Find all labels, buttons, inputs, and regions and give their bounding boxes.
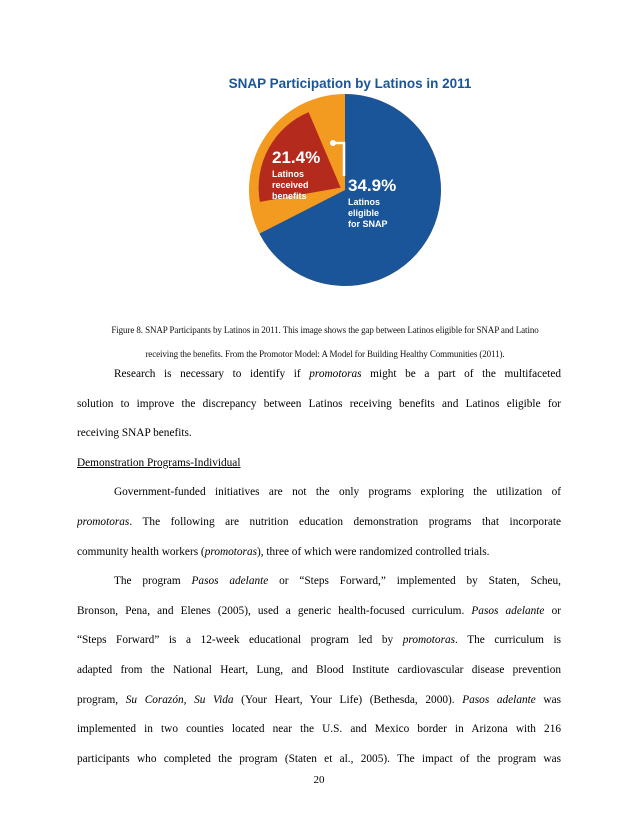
paragraph-2-line-3: community health workers (promotoras), three of which were randomized controlled trials. (77, 545, 490, 558)
received-label-line-1: Latinos (272, 169, 305, 179)
received-label-line-2: received (272, 180, 309, 190)
eligible-label-line-2: eligible (348, 208, 380, 218)
body-text (77, 360, 561, 774)
page-number: 20 (313, 774, 325, 786)
eligible-percent-label: 34.9% (348, 176, 397, 195)
paragraph-3-line-2: Bronson, Pena, and Elenes (2005), used a generic health-focused curriculum. Pasos adelante or (77, 604, 561, 617)
paragraph-3-line-6: implemented in two counties located near the U.S. and Mexico border in Arizona with 216 (77, 723, 561, 736)
paragraph-1-line-3: receiving SNAP benefits. (77, 427, 192, 440)
figure-8 (0, 0, 638, 320)
pie-chart (0, 0, 638, 320)
paragraph-3-line-7: participants who completed the program (Staten et al., 2005). The impact of the program was (77, 752, 561, 765)
paragraph-3-line-3: “Steps Forward” is a 12-week educational program led by promotoras. The curriculum is (77, 634, 561, 647)
connector-dot (330, 140, 336, 146)
received-percent-label: 21.4% (272, 148, 321, 167)
chart-title: SNAP Participation by Latinos in 2011 (228, 76, 472, 91)
paragraph-2-line-1: Government-funded initiatives are not the only programs exploring the utilization of (114, 486, 561, 499)
eligible-label-line-3: for SNAP (348, 219, 388, 229)
paragraph-3-line-5: program, Su Corazón, Su Vida (Your Heart, Your Life) (Bethesda, 2000). Pasos adelante was (77, 693, 561, 706)
figure-caption (60, 318, 590, 366)
paragraph-3-line-1: The program Pasos adelante or “Steps Forward,” implemented by Staten, Scheu, (114, 575, 561, 588)
paragraph-2-line-2: promotoras. The following are nutrition education demonstration programs that incorporate (77, 515, 561, 528)
paragraph-1-line-2: solution to improve the discrepancy between Latinos receiving benefits and Latinos eligible for (77, 397, 561, 410)
paragraph-1-line-1: Research is necessary to identify if promotoras might be a part of the multifaceted (114, 368, 561, 380)
paragraph-3-line-4: adapted from the National Heart, Lung, and Blood Institute cardiovascular disease prevention (77, 663, 561, 676)
received-label-line-3: benefits (272, 191, 307, 201)
caption-line-2: receiving the benefits. From the Promotor Model: A Model for Building Healthy Communities (2011). (145, 349, 505, 359)
eligible-label-line-1: Latinos (348, 197, 381, 207)
section-heading: Demonstration Programs-Individual (77, 456, 241, 469)
caption-line-1: Figure 8. SNAP Participants by Latinos in 2011. This image shows the gap between Latinos eligible for SNAP and Latino (111, 325, 539, 335)
